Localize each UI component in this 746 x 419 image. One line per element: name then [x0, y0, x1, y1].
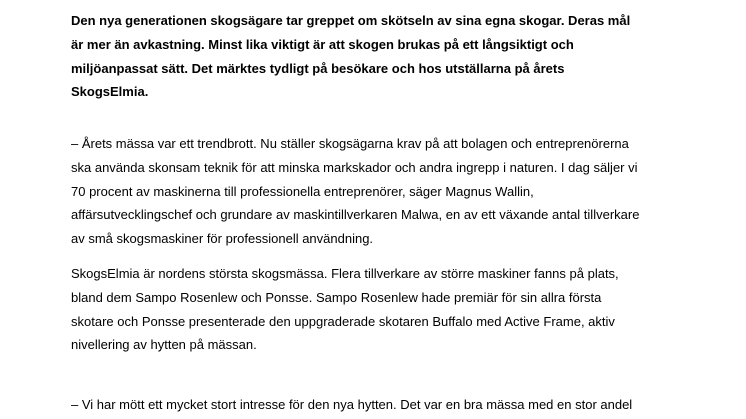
body-paragraph-3	[71, 393, 711, 417]
paragraph-line: – Årets mässa var ett trendbrott. Nu ställer skogsägarna krav på att bolagen och entreprenörerna	[71, 136, 629, 151]
paragraph-line: 70 procent av maskinerna till professionella entreprenörer, säger Magnus Wallin,	[71, 183, 534, 199]
lead-line: SkogsElmia.	[71, 84, 149, 100]
body-paragraph-2	[71, 262, 711, 357]
paragraph-line: – Vi har mött ett mycket stort intresse för den nya hytten. Det var en bra mässa med en stor andel	[71, 397, 633, 412]
paragraph-line: affärsutvecklingschef och grundare av maskintillverkaren Malwa, en av ett växande antal tillverkare	[71, 207, 640, 223]
lead-line: är mer än avkastning. Minst lika viktigt är att skogen brukas på ett långsiktigt och	[71, 36, 574, 52]
body-paragraph-1	[71, 132, 711, 251]
paragraph-line: bland dem Sampo Rosenlew och Ponsse. Sampo Rosenlew hade premiär för sin allra första	[71, 289, 602, 305]
lead-paragraph	[71, 9, 711, 104]
paragraph-line: nivellering av hytten på mässan.	[71, 337, 257, 353]
paragraph-line: skotare och Ponsse presenterade den uppgraderade skotaren Buffalo med Active Frame, aktiv	[71, 313, 615, 329]
lead-line: miljöanpassat sätt. Det märktes tydligt på besökare och hos utställarna på årets	[71, 60, 565, 76]
paragraph-line: SkogsElmia är nordens största skogsmässa. Flera tillverkare av större maskiner fanns på plats,	[71, 266, 619, 281]
paragraph-line: av små skogsmaskiner för professionell användning.	[71, 231, 374, 247]
lead-line: Den nya generationen skogsägare tar greppet om skötseln av sina egna skogar. Deras mål	[71, 13, 631, 28]
paragraph-line: ska använda skonsam teknik för att minska markskador och andra ingrepp i naturen. I dag säljer vi	[71, 159, 638, 175]
